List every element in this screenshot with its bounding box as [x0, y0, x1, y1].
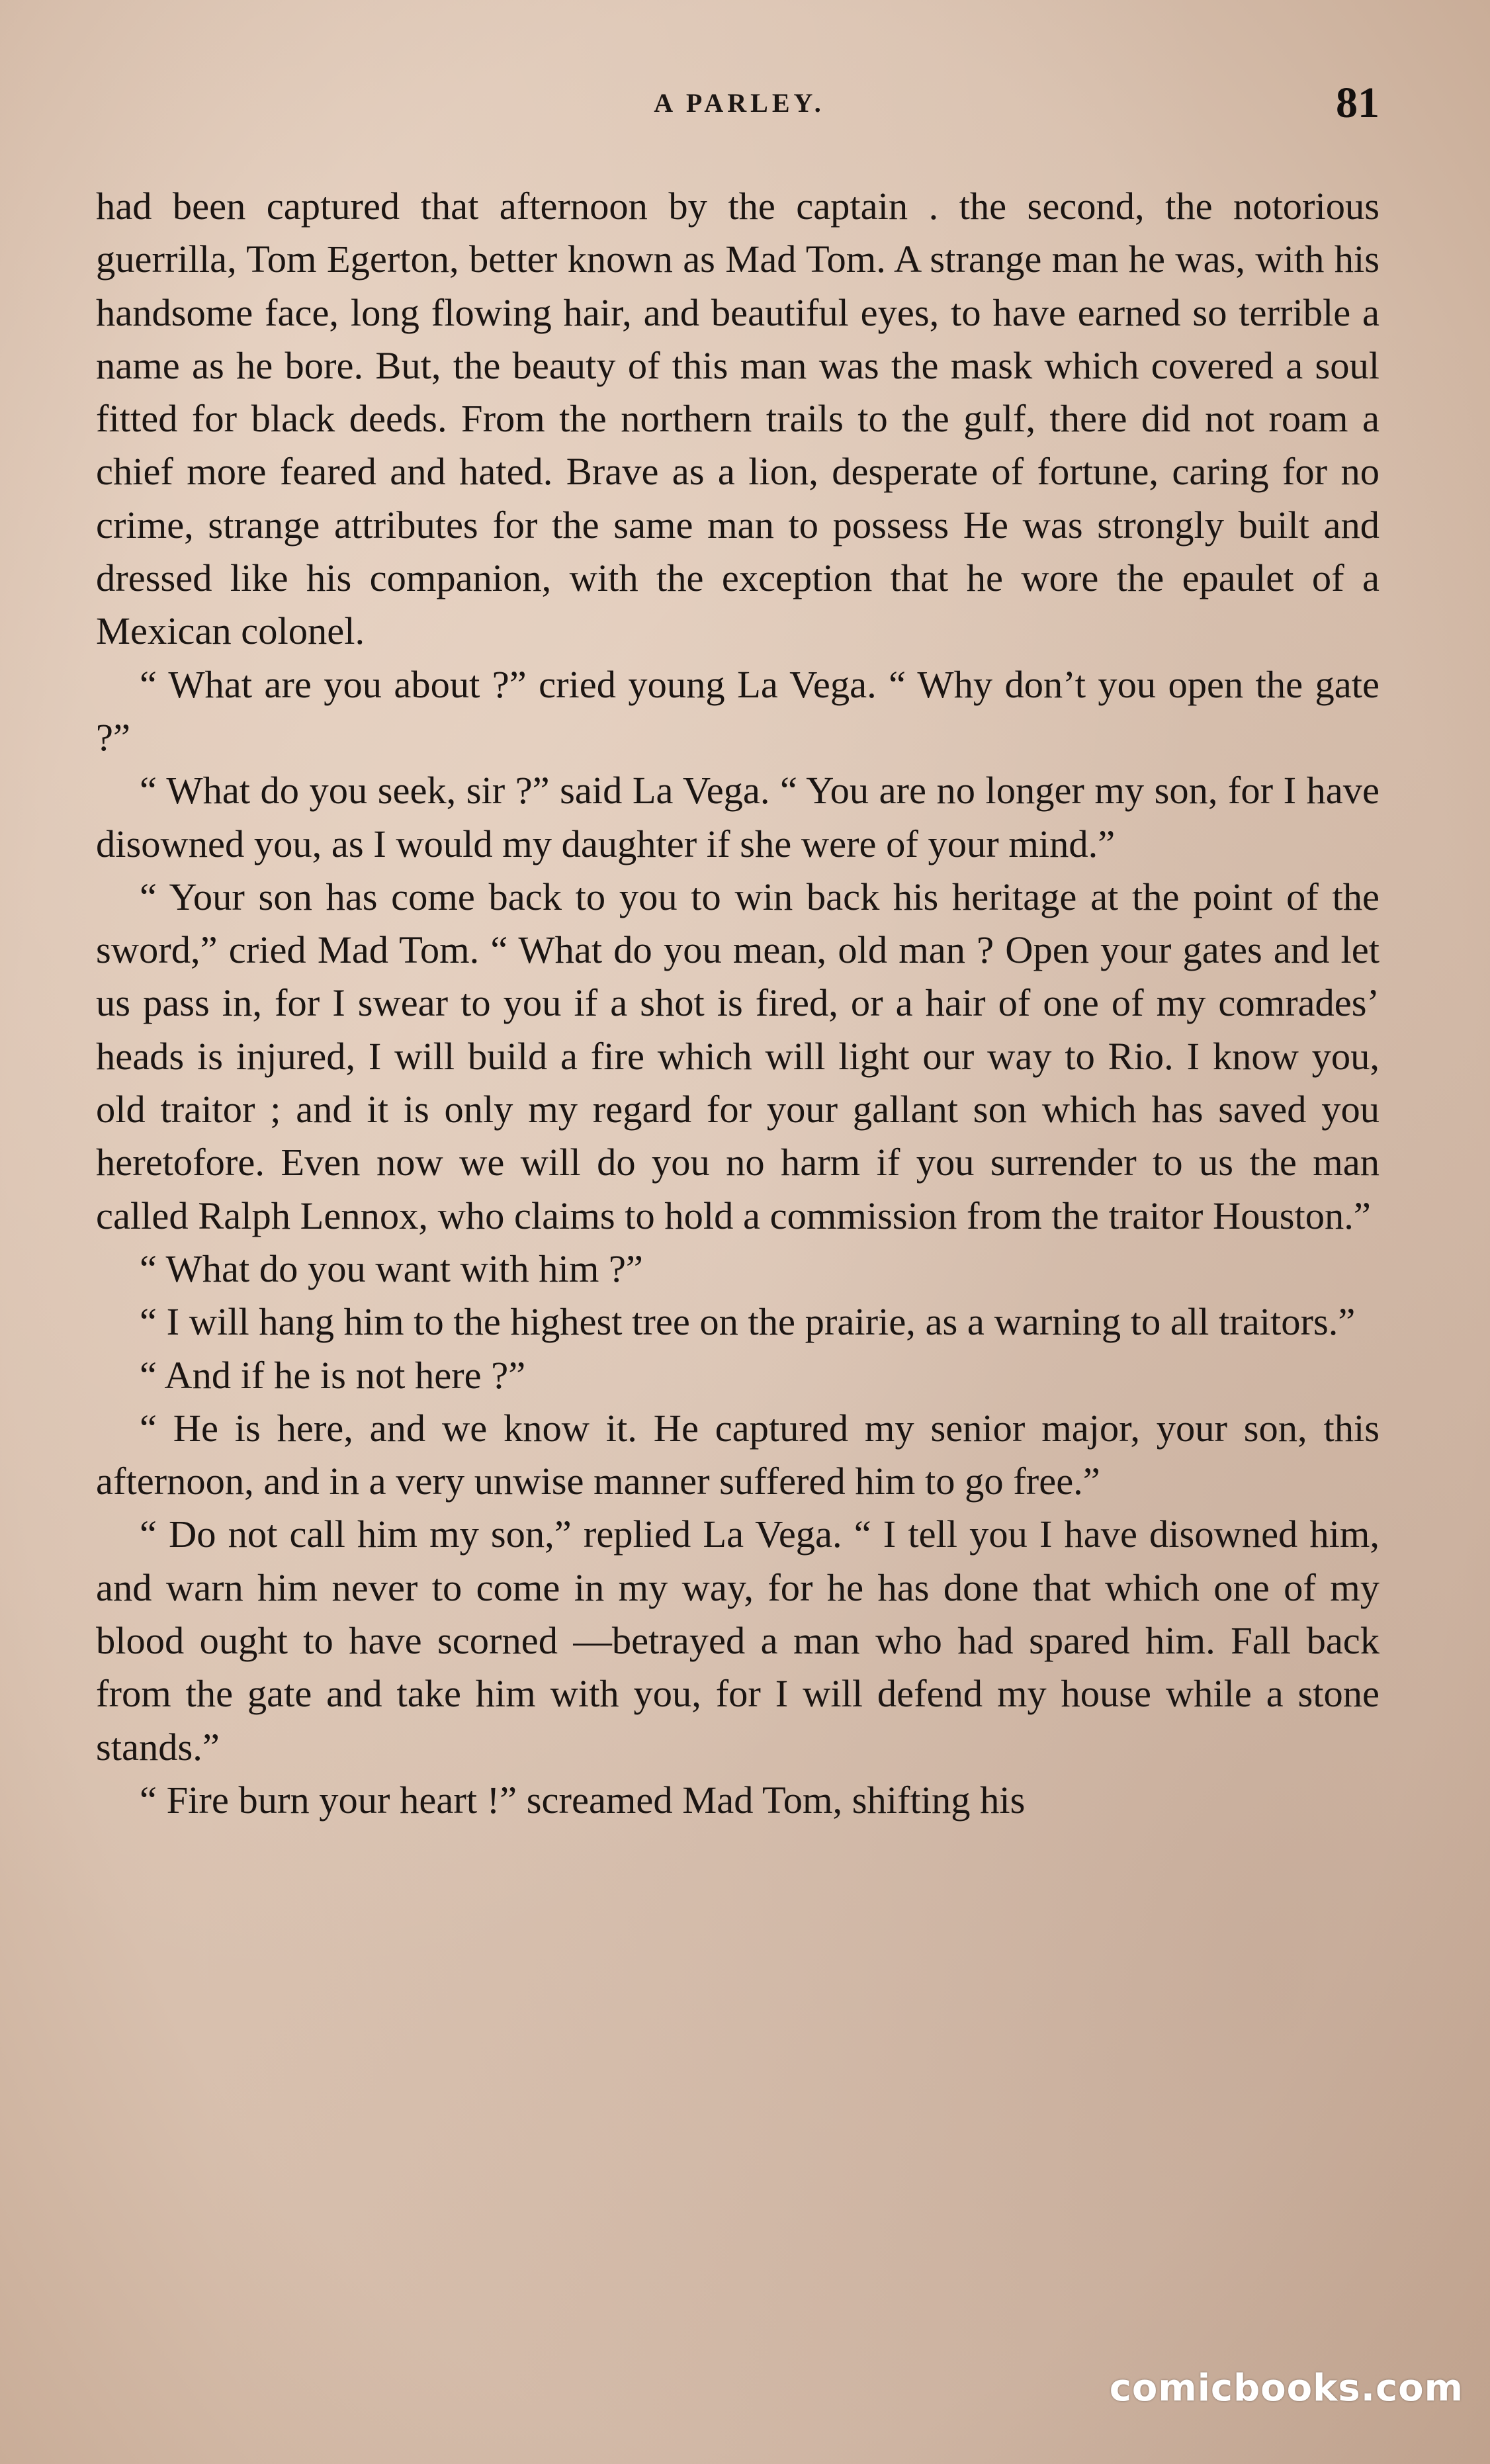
- paragraph: had been captured that afternoon by the captain . the second, the notorious guerrilla, Tom Egerton, better known as Mad Tom. A strange man he was, with his handsome face, long flowing hair, and beautiful eyes, to have earned so terrible a name as he bore. But, the beauty of this man was the mask which covered a soul fitted for black deeds. From the northern trails to the gulf, there did not roam a chief more feared and hated. Brave as a lion, desperate of fortune, caring for no crime, strange attributes for the same man to possess He was strongly built and dressed like his companion, with the exception that he wore the epaulet of a Mexican colonel.: [96, 185, 1380, 653]
- paragraph: “ Your son has come back to you to win back his heritage at the point of the sword,” cried Mad Tom. “ What do you mean, old man ? Open your gates and let us pass in, for I swear to you if a shot is fired, or a hair of one of my comrades’ heads is injured, I will build a fire which will light our way to Rio. I know you, old traitor ; and it is only my regard for your gallant son which has saved you heretofore. Even now we will do you no harm if you surrender to us the man called Ralph Lennox, who claims to hold a commission from the traitor Houston.”: [96, 875, 1380, 1237]
- paragraph: “ I will hang him to the highest tree on the prairie, as a warning to all traitors.”: [140, 1300, 1356, 1344]
- paragraph: “ Fire burn your heart !” screamed Mad Tom, shifting his: [140, 1778, 1026, 1822]
- page-header: [99, 78, 1380, 131]
- body-text: [96, 180, 1380, 1827]
- paragraph: “ He is here, and we know it. He captured my senior major, your son, this afternoon, and in a very unwise manner suffered him to go free.”: [96, 1406, 1380, 1503]
- paragraph: “ What do you seek, sir ?” said La Vega. “ You are no longer my son, for I have disowned you, as I would my daughter if she were of your mind.”: [96, 769, 1380, 865]
- watermark: comicbooks.com: [1109, 2367, 1464, 2410]
- paragraph: “ And if he is not here ?”: [140, 1353, 526, 1397]
- page-number: 81: [1336, 79, 1380, 127]
- paragraph: “ Do not call him my son,” replied La Vega. “ I tell you I have disowned him, and warn him never to come in my way, for he has done that which one of my blood ought to have scorned —betrayed a man who had spared him. Fall back from the gate and take him with you, for I will defend my house while a stone stands.”: [96, 1513, 1380, 1769]
- running-title: A PARLEY.: [654, 88, 825, 118]
- paragraph: “ What are you about ?” cried young La Vega. “ Why don’t you open the gate ?”: [96, 662, 1380, 759]
- paragraph: “ What do you want with him ?”: [140, 1247, 643, 1290]
